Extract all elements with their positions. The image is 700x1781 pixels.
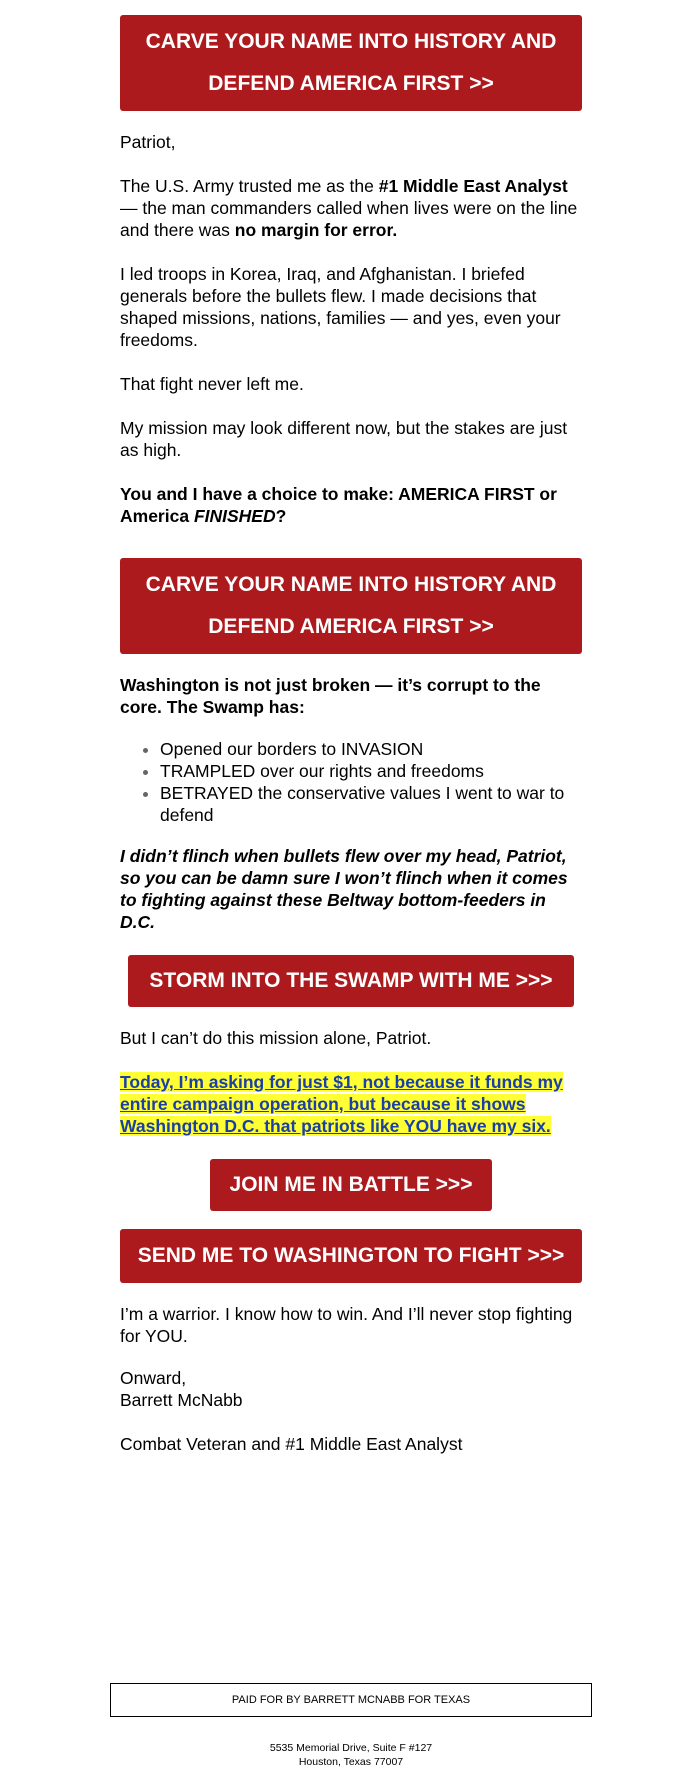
paragraph-swamp: Washington is not just broken — it’s corrupt to the core. The Swamp has: [120, 675, 541, 717]
donation-link[interactable]: Today, I’m asking for just $1, not because it funds my entire campaign operation, but because it shows Washington D.C. that patriots like YOU have my six. [120, 1072, 563, 1136]
paragraph-choice [120, 483, 582, 527]
paragraph-cant-do-alone: But I can’t do this mission alone, Patriot. [120, 1028, 432, 1048]
p5-text-c: ? [275, 506, 287, 526]
address-line-2: Houston, Texas 77007 [298, 1756, 404, 1768]
p1-text-b: #1 Middle East Analyst [378, 176, 568, 196]
list-item: • Opened our borders to INVASION [160, 738, 582, 760]
p1-text-a: The U.S. Army trusted me as the [120, 176, 379, 196]
paragraph-didnt-flinch: I didn’t flinch when bullets flew over my head, Patriot, so you can be damn sure I won’t flinch when it comes to fighting against these Beltway bottom-feeders in D.C. [120, 846, 568, 932]
paragraph-mission: My mission may look different now, but the stakes are just as high. [120, 418, 568, 460]
swamp-list [120, 738, 582, 826]
list-item: • TRAMPLED over our rights and freedoms [160, 760, 582, 782]
signoff: Onward, [120, 1368, 187, 1388]
donation-paragraph [120, 1071, 582, 1137]
carve-name-button-top[interactable]: CARVE YOUR NAME INTO HISTORY AND DEFEND AMERICA FIRST >> [120, 15, 582, 111]
email-body [120, 0, 582, 1455]
p1-text-d: no margin for error. [234, 220, 398, 240]
send-to-washington-button[interactable]: SEND ME TO WASHINGTON TO FIGHT >>> [120, 1229, 582, 1283]
paid-for-disclaimer: PAID FOR BY BARRETT MCNABB FOR TEXAS [110, 1683, 592, 1717]
signer-title: Combat Veteran and #1 Middle East Analyst [120, 1434, 463, 1454]
paragraph-warrior: I’m a warrior. I know how to win. And I’ll never stop fighting for YOU. [120, 1304, 573, 1346]
greeting: Patriot, [120, 132, 176, 152]
paragraph-fight-never-left: That fight never left me. [120, 374, 304, 394]
storm-swamp-button[interactable]: STORM INTO THE SWAMP WITH ME >>> [128, 955, 574, 1007]
p1-text-c: — the man commanders called when lives were on the line and there was [120, 198, 578, 240]
carve-name-button-middle[interactable]: CARVE YOUR NAME INTO HISTORY AND DEFEND AMERICA FIRST >> [120, 558, 582, 654]
p5-text-a: You and I have a choice to make: AMERICA FIRST or America [120, 484, 557, 526]
paragraph-led-troops: I led troops in Korea, Iraq, and Afghanistan. I briefed generals before the bullets flew. I made decisions that shaped missions, nations, families — and yes, even your freedoms. [120, 264, 561, 350]
p5-text-b: FINISHED [193, 506, 276, 526]
join-battle-button[interactable]: JOIN ME IN BATTLE >>> [210, 1159, 492, 1211]
list-item: • BETRAYED the conservative values I went to war to defend [160, 782, 582, 826]
paragraph-army-trust [120, 175, 582, 241]
signer-name: Barrett McNabb [120, 1390, 243, 1410]
address-line-1: 5535 Memorial Drive, Suite F #127 [269, 1742, 433, 1754]
mailing-address [110, 1741, 592, 1769]
